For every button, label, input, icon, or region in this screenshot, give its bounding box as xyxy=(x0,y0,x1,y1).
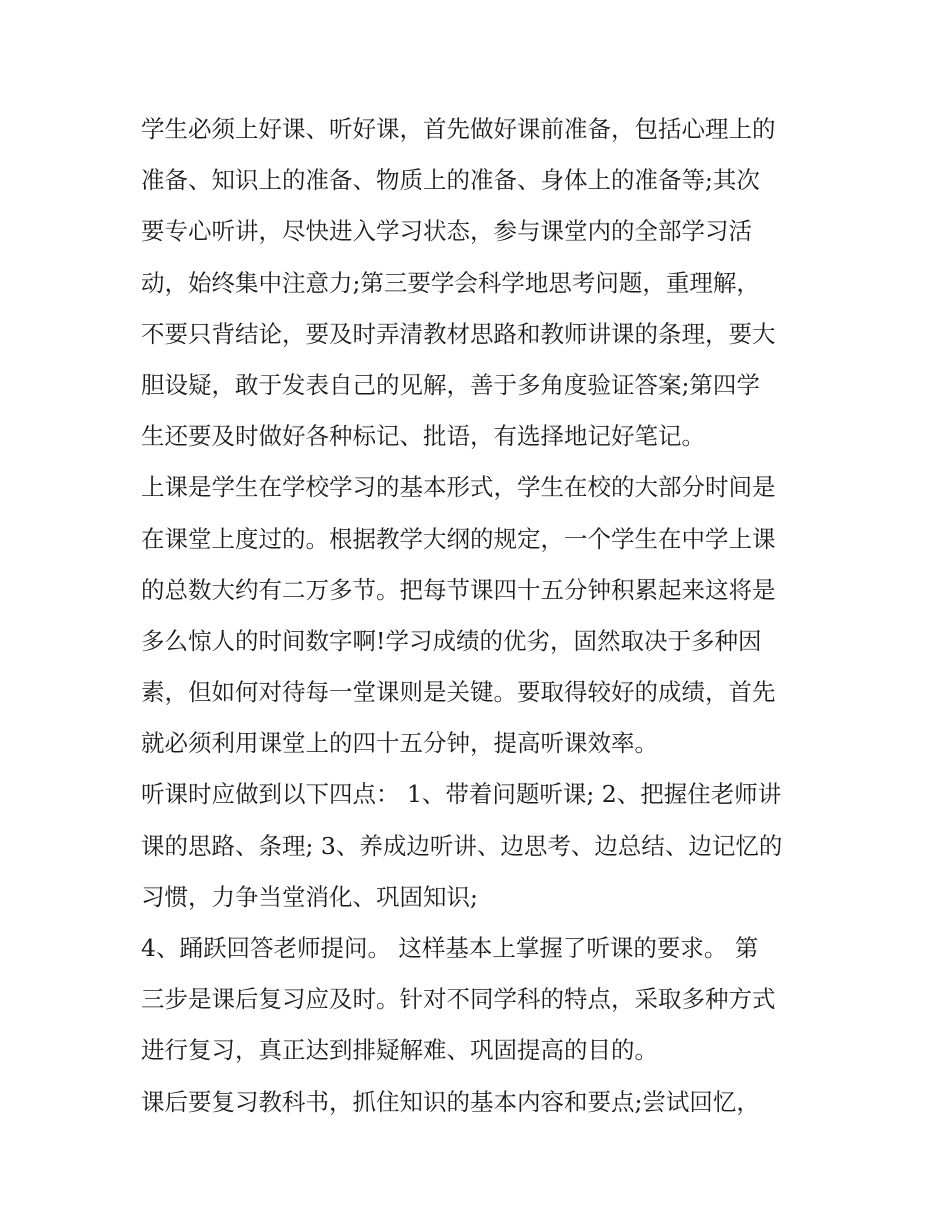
text-line: 就必须利用课堂上的四十五分钟，提高听课效率。 xyxy=(141,729,658,758)
text-line: 准备、知识上的准备、物质上的准备、身体上的准备等;其次 xyxy=(141,166,760,195)
text-line: 听课时应做到以下四点： 1、带着问题听课; 2、把握住老师讲 xyxy=(141,780,782,809)
text-line: 多么惊人的时间数字啊!学习成绩的优劣，固然取决于多种因 xyxy=(141,626,762,655)
text-line: 不要只背结论，要及时弄清教材思路和教师讲课的条理，要大 xyxy=(141,319,776,348)
text-line: 生还要及时做好各种标记、批语，有选择地记好笔记。 xyxy=(141,422,705,451)
text-line: 三步是课后复习应及时。针对不同学科的特点，采取多种方式 xyxy=(141,985,776,1014)
text-line: 课的思路、条理; 3、养成边听讲、边思考、边总结、边记忆的 xyxy=(141,831,783,860)
text-line: 习惯，力争当堂消化、巩固知识; xyxy=(141,882,478,911)
text-line: 4、踊跃回答老师提问。 这样基本上掌握了听课的要求。 第 xyxy=(141,934,759,962)
text-line: 在课堂上度过的。根据教学大纲的规定，一个学生在中学上课 xyxy=(141,524,776,553)
text-line: 课后要复习教科书，抓住知识的基本内容和要点;尝试回忆， xyxy=(141,1087,760,1116)
document-body-text xyxy=(141,104,821,1128)
text-line: 进行复习，真正达到排疑解难、巩固提高的目的。 xyxy=(141,1036,658,1065)
text-line: 要专心听讲，尽快进入学习状态，参与课堂内的全部学习活 xyxy=(141,217,752,246)
text-line: 素，但如何对待每一堂课则是关键。要取得较好的成绩，首先 xyxy=(141,678,776,707)
text-line: 动，始终集中注意力;第三要学会科学地思考问题，重理解， xyxy=(141,268,760,297)
text-line: 上课是学生在学校学习的基本形式，学生在校的大部分时间是 xyxy=(141,473,776,502)
text-line: 胆设疑，敢于发表自己的见解，善于多角度验证答案;第四学 xyxy=(141,370,760,399)
text-line: 学生必须上好课、听好课，首先做好课前准备，包括心理上的 xyxy=(141,115,776,143)
text-line: 的总数大约有二万多节。把每节课四十五分钟积累起来这将是 xyxy=(141,575,776,604)
